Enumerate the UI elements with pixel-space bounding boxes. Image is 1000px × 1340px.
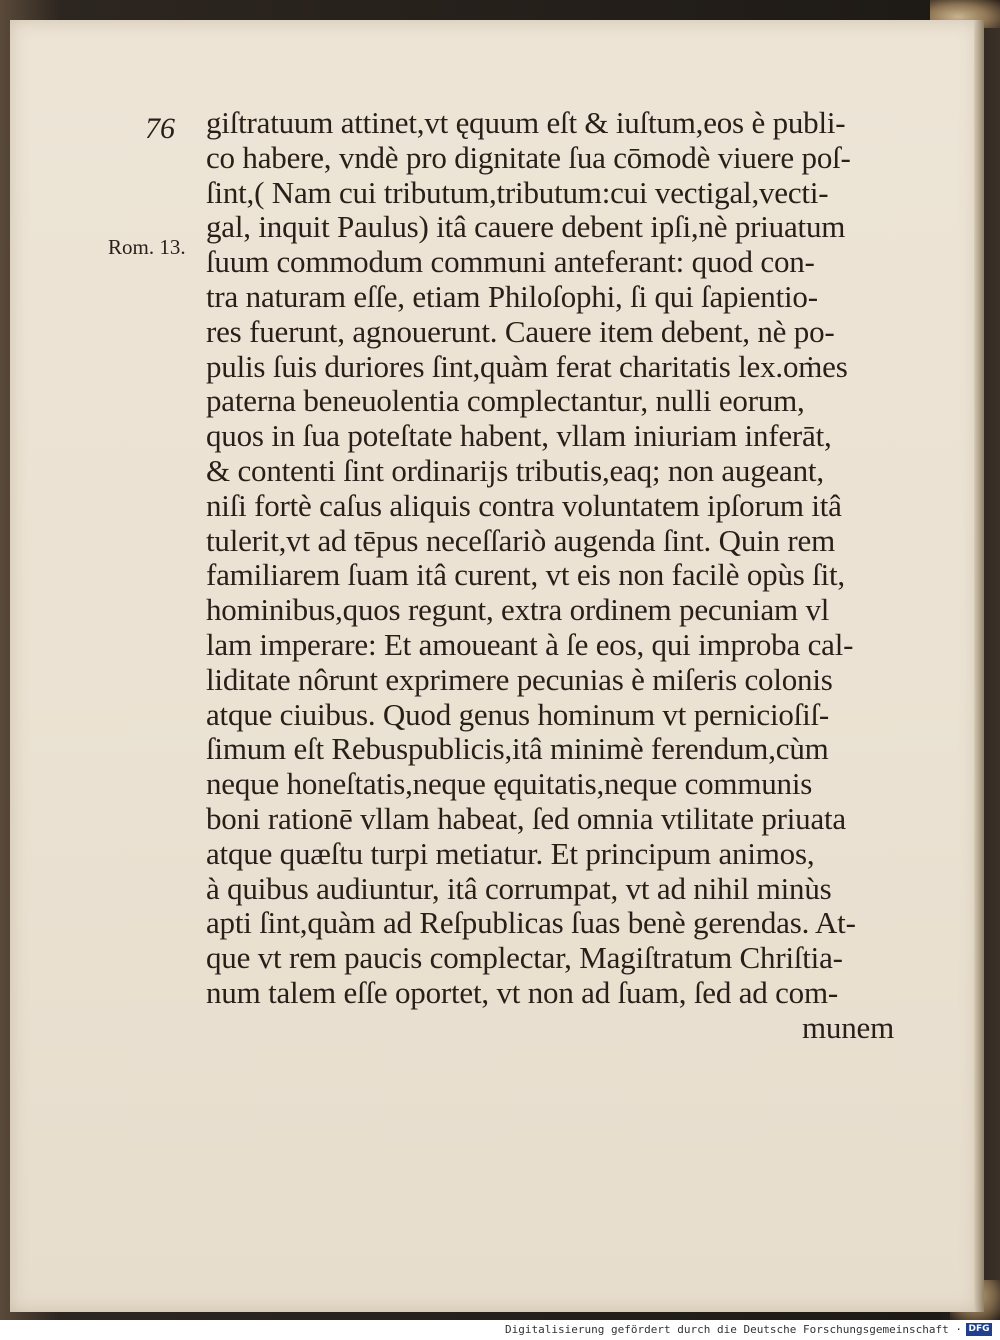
footer-bar	[0, 1320, 1000, 1340]
text-line: ſint,( Nam cui tributum,tributum:cui vectigal,vecti-	[206, 174, 829, 210]
text-line: giſtratuum attinet,vt ęquum eſt & iuſtum,eos è publi-	[206, 105, 846, 140]
text-line: pulis ſuis duriores ſint,quàm ferat charitatis lex.oṁes	[206, 348, 848, 384]
text-line: & contenti ſint ordinarijs tributis,eaq; non augeant,	[206, 452, 824, 488]
text-line: res fuerunt, agnouerunt. Cauere item debent, nè po-	[206, 313, 835, 349]
text-line: à quibus audiuntur, itâ corrumpat, vt ad nihil minùs	[206, 870, 832, 906]
text-line: num talem eſſe oportet, vt non ad ſuam, ſed ad com-	[206, 974, 839, 1010]
text-line: co habere, vndè pro dignitate ſua cōmodè viuere poſ-	[206, 139, 851, 175]
text-line: tra naturam eſſe, etiam Philoſophi, ſi qui ſapientio-	[206, 278, 818, 314]
text-line: atque ciuibus. Quod genus hominum vt pernicioſiſ-	[206, 696, 830, 732]
catchword: munem	[802, 1009, 894, 1045]
text-line: tulerit,vt ad tēpus neceſſariò augenda ſint. Quin rem	[206, 522, 836, 558]
funding-credit: Digitalisierung gefördert durch die Deutsche Forschungsgemeinschaft ·	[505, 1323, 962, 1336]
text-line: ſuum commodum communi anteferant: quod con-	[206, 244, 815, 280]
text-line: neque honeſtatis,neque ęquitatis,neque communis	[206, 766, 813, 802]
text-line: gal, inquit Paulus) itâ cauere debent ipſi,nè priuatum	[206, 209, 846, 245]
text-line: niſi fortè caſus aliquis contra voluntatem ipſorum itâ	[206, 487, 842, 523]
text-line: apti ſint,quàm ad Reſpublicas ſuas benè gerendas. At-	[206, 905, 856, 941]
text-line: que vt rem paucis complectar, Magiſtratum Chriſtia-	[206, 940, 843, 976]
page-number: 76	[145, 112, 175, 145]
text-line: boni rationē vllam habeat, ſed omnia vtilitate priuata	[206, 800, 846, 836]
text-line: liditate nôrunt exprimere pecunias è miſeris colonis	[206, 661, 833, 697]
text-line: hominibus,quos regunt, extra ordinem pecuniam vl	[206, 592, 830, 628]
text-line: atque quæſtu turpi metiatur. Et principum animos,	[206, 835, 815, 871]
text-line: lam imperare: Et amoueant à ſe eos, qui improba cal-	[206, 626, 854, 662]
body-text	[206, 106, 906, 1046]
text-line: quos in ſua poteſtate habent, vllam iniuriam inferāt,	[206, 418, 832, 454]
page-fore-edge	[974, 20, 984, 1312]
marginal-note: Rom. 13.	[108, 235, 186, 259]
text-line: paterna beneuolentia complectantur, nulli eorum,	[206, 383, 805, 419]
text-line: ſimum eſt Rebuspublicis,itâ minimè ferendum,cùm	[206, 731, 829, 767]
dfg-logo[interactable]: DFG	[966, 1323, 992, 1336]
text-line: familiarem ſuam itâ curent, vt eis non facilè opùs ſit,	[206, 557, 845, 593]
